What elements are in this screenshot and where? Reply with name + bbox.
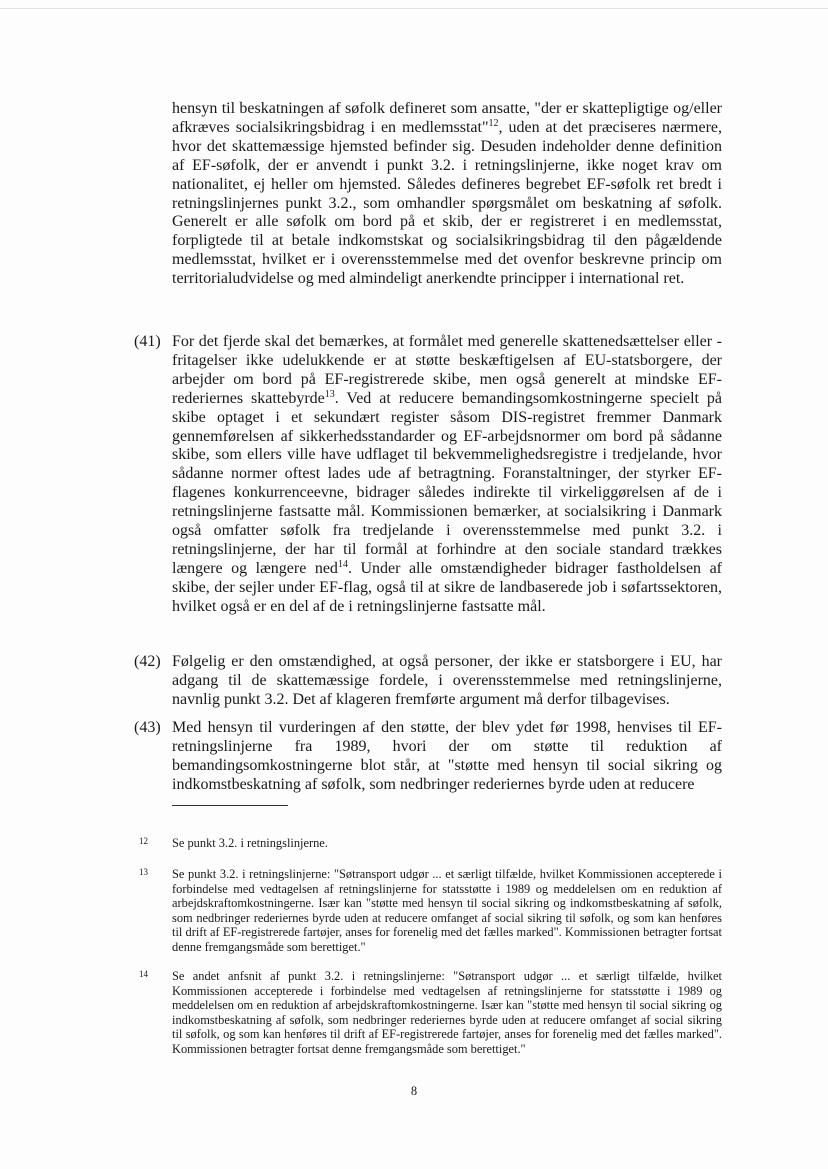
paragraph-number-43: (43) [134,719,161,736]
paragraph-text: , uden at det præciseres nærmere, hvor det skattemæssige hjemsted befinder sig. Desuden indeholder denne definition af EF-søfolk, der er anvendt i punkt 3.2. i retningslinjerne, ikke noget krav om nationalitet, ej heller om hjemsted. Således defineres begrebet EF-søfolk ret bredt i retningslinjernes punkt 3.2., som omhandler spørgsmålet om beskatning af søfolk. Generelt er alle søfolk om bord på et skib, der er registreret i en medlemsstat, forpligtede til at betale indkomstskat og socialsikringsbidrag til den pågældende medlemsstat, hvilket er i overensstemmelse med det ovenfor beskrevne princip om territorialudvidelse og med almindeligt anerkendte principper i international ret. [172,118,723,288]
footnote-ref-12[interactable]: 12 [488,117,499,129]
paragraph-43: Med hensyn til vurderingen af den støtte, der blev ydet før 1998, henvises til EF-retningslinjerne fra 1989, hvori der om støtte til reduktion af bemandingsomkostningerne blot står, at "støtte med hensyn til social sikring og indkomstbeskatning af søfolk, som nedbringer rederiernes byrde uden at reducere [172,719,722,793]
paragraph-text: . Ved at reducere bemandingsomkostningerne specielt på skibe optaget i et sekundært register såsom DIS-registret fremmer Danmark gennemførelsen af sikkerhedsstandarder og EF-arbejdsnormer om bord på sådanne skibe, som ellers ville have udflaget til bekvemmelighedsregistre i tredjelande, hvor sådanne normer oftest lades ude af betragtning. Foranstaltninger, der styrker EF-flagenes konkurrenceevne, bidrager således indirekte til virkeliggørelsen af de i retningslinjerne fastsatte mål. Kommissionen bemærker, at socialsikring i Danmark også omfatter søfolk fra tredjelande i overensstemmelse med punkt 3.2. i retningslinjerne, der har til formål at forhindre at den sociale standard trækkes længere og længere ned [172,389,723,577]
footnote-13: Se punkt 3.2. i retningslinjerne: "Søtransport udgør ... et særligt tilfælde, hvilket Kommissionen accepterede i forbindelse med vedtagelsen af retningslinjerne for statsstøtte i 1989 og meddelelsen om en reduktion af arbejdskraftomkostningerne. Især kan "støtte med hensyn til social sikring og indkomstbeskatning af søfolk, som nedbringer rederiernes byrde uden at reducere omfanget af social sikring til søfolk, og som kan henføres til drift af EF-registrerede fartøjer, anses for forenelig med det fælles marked". Kommissionen betragter fortsat denne fremgangsmåde som berettiget." [172,867,722,954]
footnote-number-13: 13 [139,867,148,877]
paragraph-number-42: (42) [134,653,161,670]
scan-edge [0,8,828,9]
paragraph-41 [172,333,722,617]
paragraph-text: hensyn til beskatningen af søfolk defineret som ansatte, "der er skattepligtige og/eller afkræves socialsikringsbidrag i en medlemsstat" [172,100,722,136]
page-number: 8 [410,1084,418,1098]
footnote-ref-13[interactable]: 13 [324,388,335,400]
footnote-number-12: 12 [139,836,148,846]
footnote-12: Se punkt 3.2. i retningslinjerne. [172,836,328,850]
footnote-number-14: 14 [139,969,148,979]
paragraph-number-41: (41) [134,333,161,350]
paragraph-text: For det fjerde skal det bemærkes, at formålet med generelle skattenedsættelser eller -fritagelser ikke udelukkende er at støtte beskæftigelsen af EU-statsborgere, der arbejder om bord på EF-registrerede skibe, men også generelt at mindske EF-rederiernes skattebyrde [172,333,722,407]
paragraph-42: Følgelig er den omstændighed, at også personer, der ikke er statsborgere i EU, har adgang til de skattemæssige fordele, i overensstemmelse med retningslinjerne, navnlig punkt 3.2. Det af klageren fremførte argument må derfor tilbagevises. [172,653,722,708]
footnote-separator [172,805,288,806]
paragraph-text: . Under alle omstændigheder bidrager fastholdelsen af skibe, der sejler under EF-flag, også til at sikre de landbaserede job i søfartssektoren, hvilket også er en del af de i retningslinjerne fastsatte mål. [172,559,723,615]
continued-paragraph [172,100,722,289]
footnote-ref-14[interactable]: 14 [337,558,348,570]
footnote-14: Se andet anfsnit af punkt 3.2. i retningslinjerne: "Søtransport udgør ... et særligt tilfælde, hvilket Kommissionen accepterede i forbindelse med vedtagelsen af retningslinjerne for statsstøtte i 1989 og meddelelsen om en reduktion af arbejdskraftomkostningerne. Især kan "støtte med hensyn til social sikring og indkomstbeskatning af søfolk, som nedbringer rederiernes byrde uden at reducere omfanget af social sikring til søfolk, og som kan henføres til drift af EF-registrerede fartøjer, anses for forenelig med det fælles marked". Kommissionen betragter fortsat denne fremgangsmåde som berettiget." [172,969,722,1056]
